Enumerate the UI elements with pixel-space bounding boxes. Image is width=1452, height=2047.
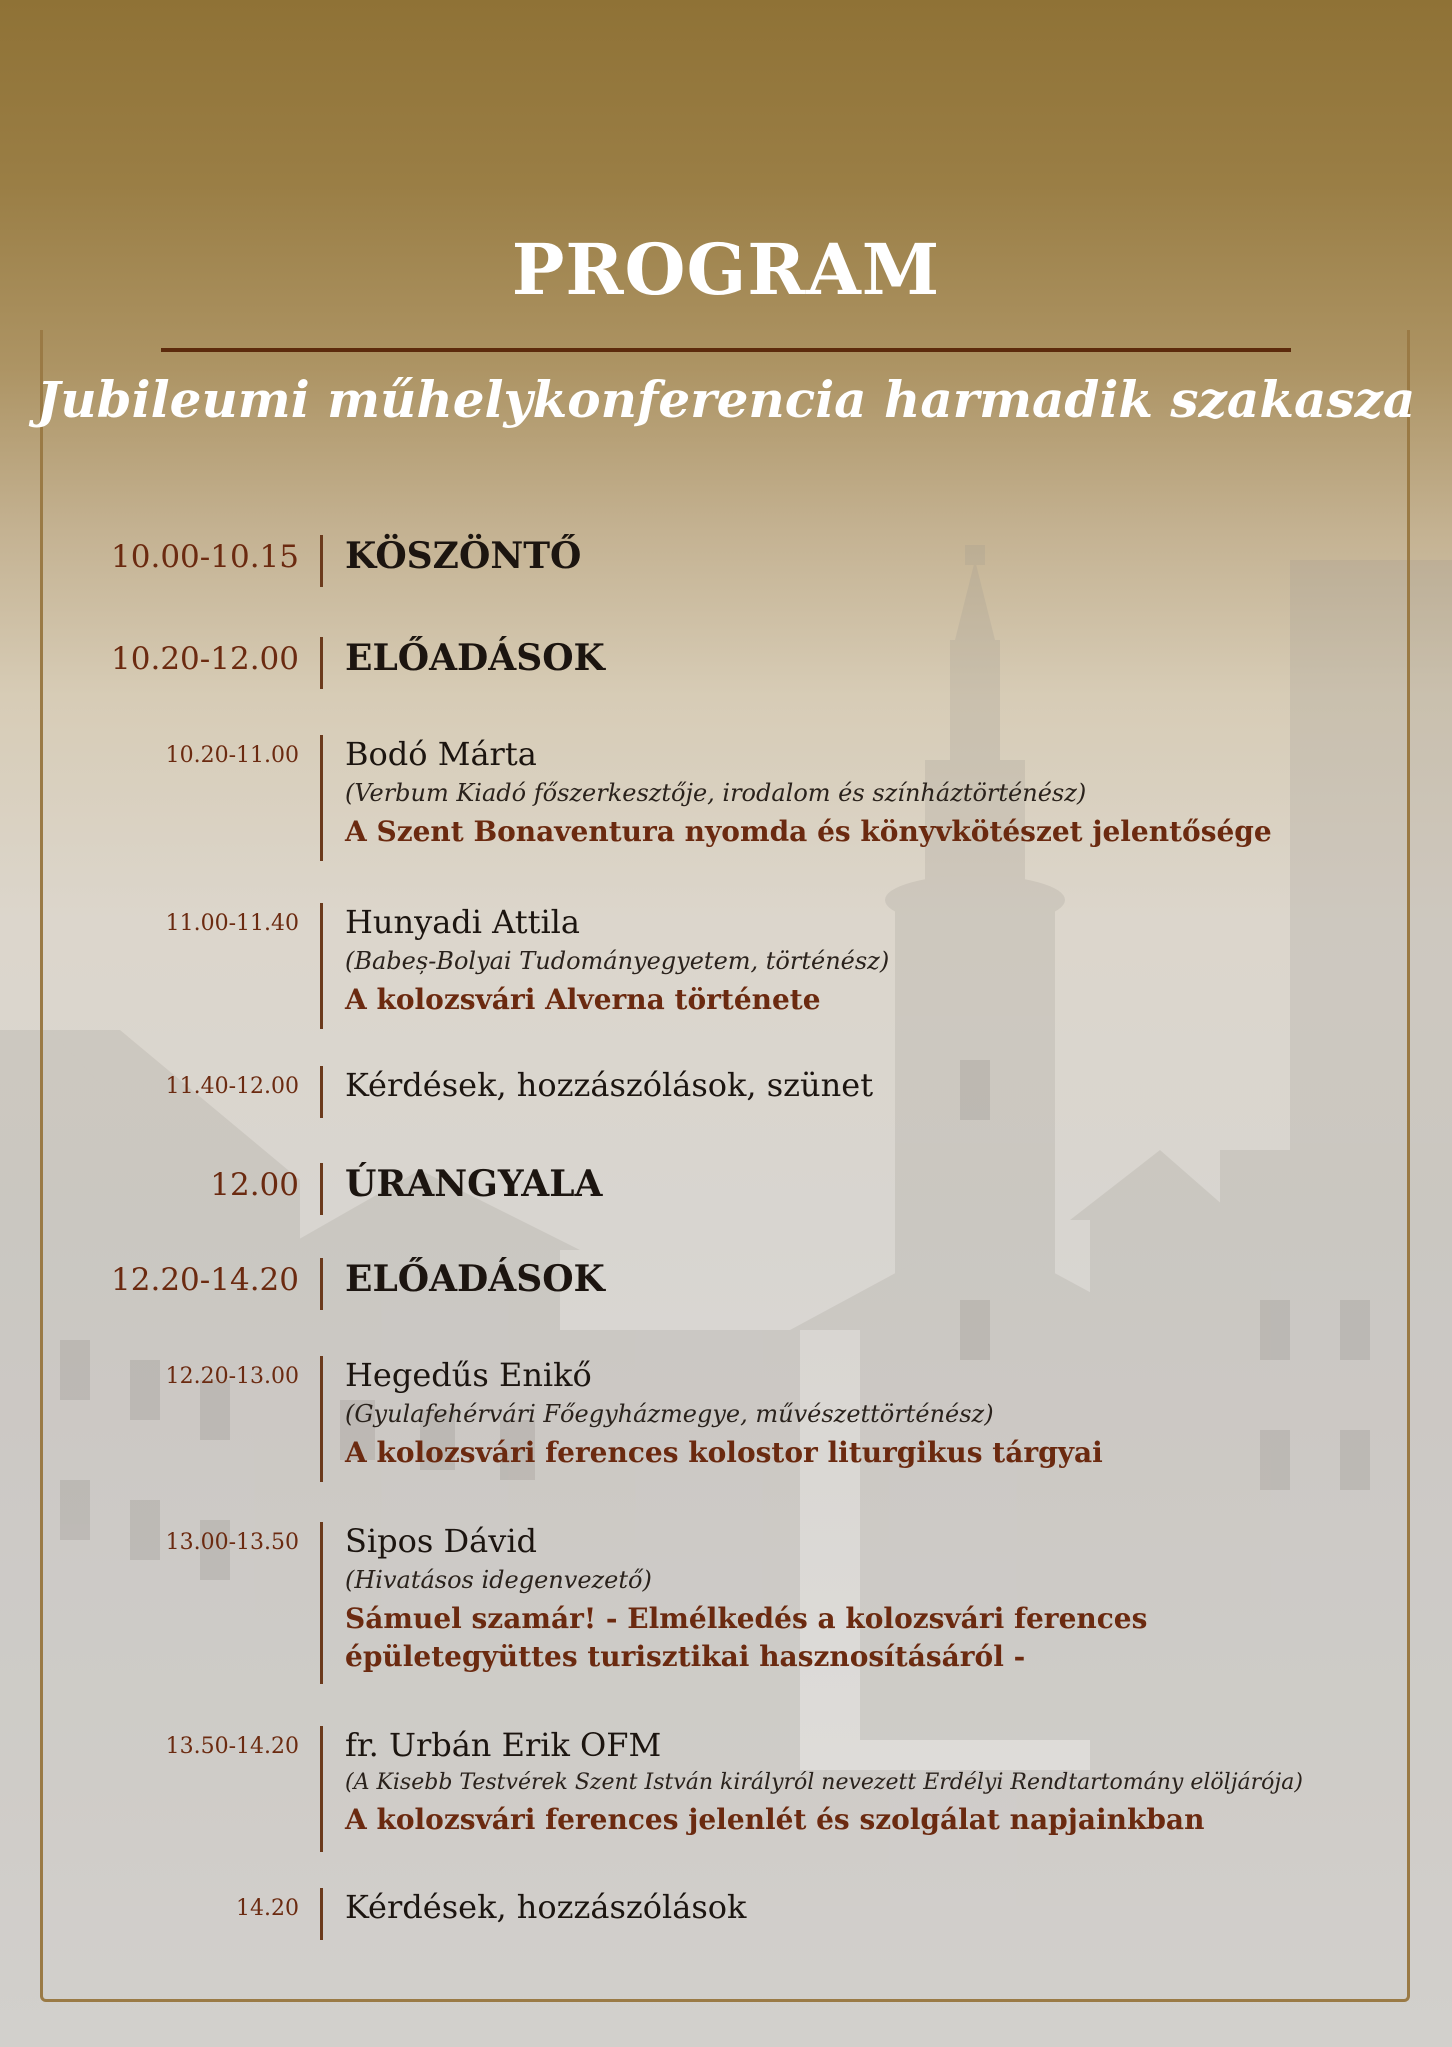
row-divider [320,735,323,861]
row-divider [320,1888,323,1940]
talk-title: A Szent Bonaventura nyomda és könyvkötészet jelentősége [345,815,1272,848]
row-divider [320,637,323,689]
row-divider [320,1258,323,1310]
time-label: 11.00-11.40 [165,911,299,936]
section-heading: ELŐADÁSOK [345,637,605,679]
time-label: 12.00 [210,1167,299,1203]
break-text: Kérdések, hozzászólások, szünet [345,1066,874,1104]
time-label: 12.20-13.00 [165,1364,299,1389]
time-label: 14.20 [236,1896,299,1921]
speaker-name: Hunyadi Attila [345,903,580,941]
talk-title: A kolozsvári ferences jelenlét és szolgálat napjainkban [345,1803,1205,1836]
talk-title: A kolozsvári ferences kolostor liturgikus tárgyai [345,1436,1103,1469]
time-label: 10.20-12.00 [111,641,299,677]
time-label: 13.50-14.20 [165,1734,299,1759]
time-label: 13.00-13.50 [165,1530,299,1555]
section-heading: ÚRANGYALA [345,1163,603,1205]
row-divider [320,1726,323,1852]
time-label: 12.20-14.20 [111,1262,299,1298]
time-label: 11.40-12.00 [165,1074,299,1099]
row-divider [320,1522,323,1684]
section-heading: ELŐADÁSOK [345,1258,605,1300]
talk-title: Sámuel szamár! - Elmélkedés a kolozsvári ferences épületegyüttes turisztikai hasznosításáról - [345,1602,1148,1673]
speaker-role: (Verbum Kiadó főszerkesztője, irodalom és színháztörténész) [345,779,1087,807]
break-text: Kérdések, hozzászólások [345,1888,747,1926]
row-divider [320,1356,323,1482]
speaker-role: (Hivatásos idegenvezető) [345,1566,652,1594]
speaker-name: Bodó Márta [345,735,537,773]
speaker-name: fr. Urbán Erik OFM [345,1726,662,1764]
speaker-name: Sipos Dávid [345,1522,538,1560]
speaker-role: (Gyulafehérvári Főegyházmegye, művészettörténész) [345,1400,994,1428]
row-divider [320,1163,323,1215]
row-divider [320,1066,323,1118]
page-subtitle: Jubileumi műhelykonferencia harmadik szakasza [36,370,1416,429]
speaker-role: (Babeș-Bolyai Tudományegyetem, történész) [345,947,890,975]
row-divider [320,535,323,587]
section-heading: KÖSZÖNTŐ [345,535,582,577]
speaker-name: Hegedűs Enikő [345,1356,592,1394]
page-title: PROGRAM [511,228,941,311]
time-label: 10.00-10.15 [111,539,299,575]
title-divider [161,348,1291,352]
time-label: 10.20-11.00 [165,743,299,768]
row-divider [320,903,323,1029]
talk-title: A kolozsvári Alverna története [345,983,821,1016]
speaker-role: (A Kisebb Testvérek Szent István királyról nevezett Erdélyi Rendtartomány elöljárója) [345,1770,1303,1795]
